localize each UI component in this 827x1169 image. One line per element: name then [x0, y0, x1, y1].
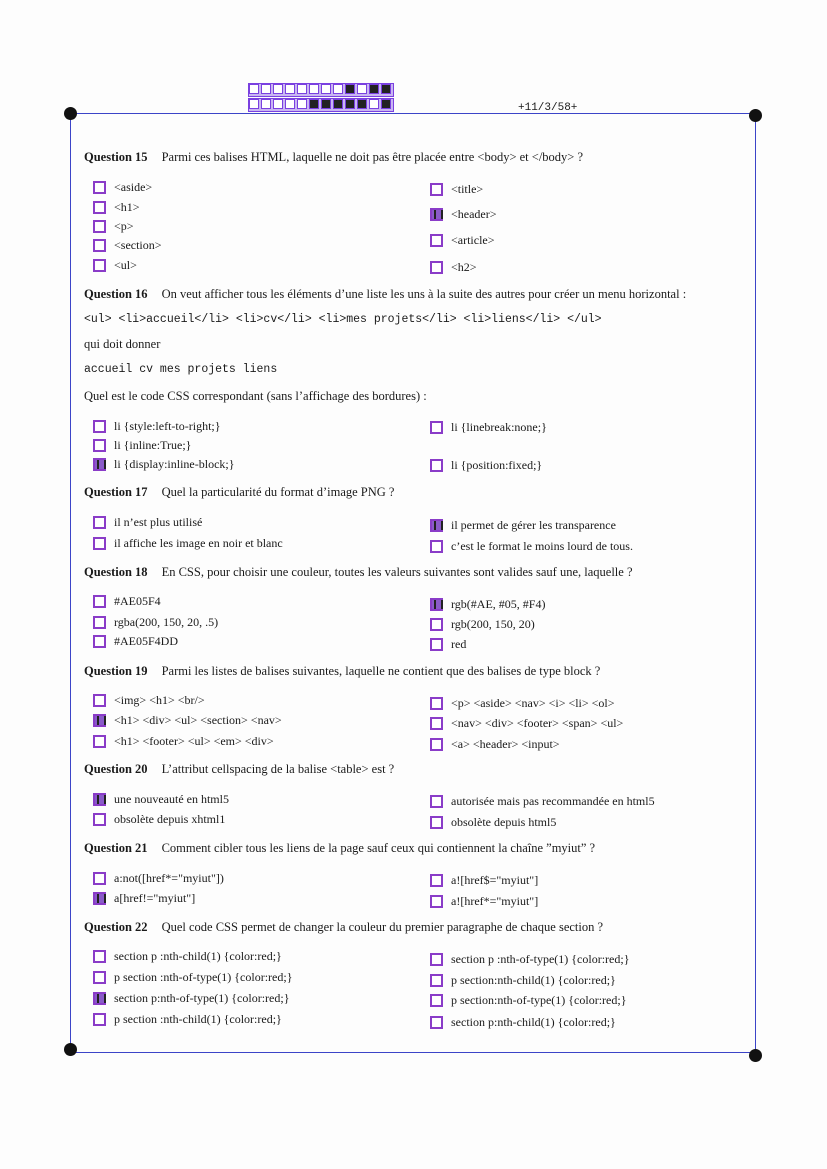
option-label: il n’est plus utilisé	[114, 514, 203, 529]
checkbox[interactable]	[93, 616, 106, 629]
checkbox[interactable]	[93, 458, 106, 471]
checkbox[interactable]	[93, 220, 106, 233]
option-label: rgb(#AE, #05, #F4)	[451, 596, 546, 611]
option-label: section p:nth-of-type(1) {color:red;}	[114, 990, 290, 1005]
question-text: L’attribut cellspacing de la balise <table> est ?	[161, 762, 395, 776]
option-label: section p :nth-child(1) {color:red;}	[114, 948, 282, 963]
code-cell	[321, 99, 331, 109]
option-label: <img> <h1> <br/>	[114, 692, 205, 707]
option-label: obsolète depuis html5	[451, 814, 557, 829]
option-label: li {display:inline-block;}	[114, 456, 235, 471]
checkbox[interactable]	[430, 895, 443, 908]
answer-option[interactable]	[93, 218, 134, 234]
code-cell	[381, 84, 391, 94]
registration-mark-top-right	[749, 109, 762, 122]
question-text: Quel la particularité du format d’image PNG ?	[161, 485, 395, 499]
checkbox[interactable]	[430, 540, 443, 553]
checkbox[interactable]	[430, 421, 443, 434]
checkbox[interactable]	[93, 872, 106, 885]
code-sample: <ul> <li>accueil</li> <li>cv</li> <li>mes projets</li> <li>liens</li> </ul>	[84, 313, 602, 326]
checkbox[interactable]	[93, 694, 106, 707]
code-cell	[297, 84, 307, 94]
checkbox[interactable]	[430, 816, 443, 829]
option-label: li {inline:True;}	[114, 437, 192, 452]
answer-option[interactable]	[93, 257, 137, 273]
option-label: <section>	[114, 237, 162, 252]
question-number: Question 18	[84, 565, 148, 579]
code-cell	[249, 84, 259, 94]
question-text-2: Quel est le code CSS correspondant (sans l’affichage des bordures) :	[84, 389, 427, 403]
checkbox[interactable]	[430, 738, 443, 751]
option-label: a:not([href*="myiut"])	[114, 870, 224, 885]
answer-option[interactable]	[93, 948, 282, 964]
question-number: Question 22	[84, 920, 148, 934]
checkbox[interactable]	[430, 519, 443, 532]
checkbox[interactable]	[93, 201, 106, 214]
answer-option[interactable]	[430, 695, 615, 711]
option-label: red	[451, 636, 467, 651]
question-text: Quel code CSS permet de changer la couleur du premier paragraphe de chaque section ?	[161, 920, 604, 934]
checkbox[interactable]	[430, 638, 443, 651]
answer-option[interactable]	[430, 715, 623, 731]
question-number: Question 21	[84, 841, 148, 855]
option-label: rgb(200, 150, 20)	[451, 616, 535, 631]
checkbox[interactable]	[430, 208, 443, 221]
answer-option[interactable]	[430, 457, 542, 473]
option-label: <nav> <div> <footer> <span> <ul>	[451, 715, 624, 730]
registration-mark-bottom-left	[64, 1043, 77, 1056]
question-18	[84, 565, 633, 580]
option-label: il permet de gérer les transparence	[451, 517, 616, 532]
answer-option[interactable]	[430, 259, 477, 275]
question-15	[84, 150, 583, 165]
option-label: #AE05F4	[114, 593, 161, 608]
option-label: li {position:fixed;}	[451, 457, 543, 472]
question-number: Question 19	[84, 664, 148, 678]
option-label: li {linebreak:none;}	[451, 419, 547, 434]
answer-option[interactable]	[430, 419, 547, 435]
checkbox[interactable]	[430, 618, 443, 631]
code-cell	[261, 84, 271, 94]
answer-option[interactable]	[430, 232, 495, 248]
option-label: <h1> <footer> <ul> <em> <div>	[114, 733, 274, 748]
question-text: Parmi ces balises HTML, laquelle ne doit pas être placée entre <body> et </body> ?	[161, 150, 584, 164]
code-cell	[357, 84, 367, 94]
option-label: <p> <aside> <nav> <i> <li> <ol>	[451, 695, 615, 710]
answer-option[interactable]	[93, 535, 283, 551]
option-label: <title>	[451, 181, 484, 196]
answer-option[interactable]	[93, 418, 221, 434]
answer-option[interactable]	[430, 596, 545, 612]
checkbox[interactable]	[93, 439, 106, 452]
checkbox[interactable]	[93, 537, 106, 550]
student-code-row	[248, 83, 394, 97]
option-label: <ul>	[114, 257, 137, 272]
checkbox[interactable]	[430, 874, 443, 887]
checkbox[interactable]	[93, 714, 106, 727]
question-17	[84, 485, 394, 500]
answer-option[interactable]	[430, 636, 466, 652]
option-label: p section:nth-child(1) {color:red;}	[451, 972, 616, 987]
code-sample: accueil cv mes projets liens	[84, 363, 278, 376]
answer-option[interactable]	[93, 811, 225, 827]
checkbox[interactable]	[430, 717, 443, 730]
checkbox[interactable]	[93, 1013, 106, 1026]
answer-option[interactable]	[430, 181, 483, 197]
option-label: obsolète depuis xhtml1	[114, 811, 226, 826]
option-label: rgba(200, 150, 20, .5)	[114, 614, 219, 629]
option-label: a![href*="myiut"]	[451, 893, 539, 908]
checkbox[interactable]	[93, 793, 106, 806]
answer-option[interactable]	[430, 517, 616, 533]
answer-option[interactable]	[93, 870, 224, 886]
answer-option[interactable]	[93, 712, 282, 728]
question-21	[84, 841, 595, 856]
option-label: <p>	[114, 218, 134, 233]
answer-option[interactable]	[430, 616, 535, 632]
answer-option[interactable]	[93, 437, 191, 453]
checkbox[interactable]	[430, 697, 443, 710]
option-label: p section:nth-of-type(1) {color:red;}	[451, 992, 627, 1007]
checkbox[interactable]	[93, 181, 106, 194]
option-label: a[href!="myiut"]	[114, 890, 196, 905]
checkbox[interactable]	[430, 795, 443, 808]
checkbox[interactable]	[93, 892, 106, 905]
option-label: <h1> <div> <ul> <section> <nav>	[114, 712, 282, 727]
registration-mark-top-left	[64, 107, 77, 120]
answer-option[interactable]	[93, 791, 229, 807]
answer-option[interactable]	[93, 514, 202, 530]
answer-option[interactable]	[93, 633, 178, 649]
checkbox[interactable]	[430, 974, 443, 987]
option-label: section p :nth-of-type(1) {color:red;}	[451, 951, 630, 966]
option-label: autorisée mais pas recommandée en html5	[451, 793, 655, 808]
answer-option[interactable]	[430, 893, 538, 909]
checkbox[interactable]	[430, 598, 443, 611]
answer-option[interactable]	[430, 538, 633, 554]
question-text-mid: qui doit donner	[84, 337, 161, 351]
option-label: section p:nth-child(1) {color:red;}	[451, 1014, 616, 1029]
checkbox[interactable]	[93, 950, 106, 963]
option-label: <h2>	[451, 259, 477, 274]
checkbox[interactable]	[430, 234, 443, 247]
answer-option[interactable]	[93, 614, 218, 630]
answer-option[interactable]	[430, 1014, 616, 1030]
checkbox[interactable]	[93, 420, 106, 433]
question-text: On veut afficher tous les éléments d’une liste les uns à la suite des autres pour créer un menu horizontal :	[161, 287, 687, 301]
question-16	[84, 287, 686, 302]
option-label: li {style:left-to-right;}	[114, 418, 221, 433]
code-cell	[369, 84, 379, 94]
answer-option[interactable]	[93, 692, 205, 708]
code-cell	[345, 99, 355, 109]
checkbox[interactable]	[430, 459, 443, 472]
answer-option[interactable]	[93, 990, 289, 1006]
answer-option[interactable]	[93, 733, 274, 749]
checkbox[interactable]	[93, 635, 106, 648]
question-20	[84, 762, 394, 777]
question-text: En CSS, pour choisir une couleur, toutes les valeurs suivantes sont valides sauf une, laquelle ?	[161, 565, 633, 579]
option-label: a![href$="myiut"]	[451, 872, 539, 887]
option-label: p section :nth-of-type(1) {color:red;}	[114, 969, 293, 984]
code-cell	[309, 84, 319, 94]
code-cell	[321, 84, 331, 94]
checkbox[interactable]	[430, 1016, 443, 1029]
checkbox[interactable]	[93, 516, 106, 529]
answer-option[interactable]	[93, 593, 161, 609]
code-cell	[261, 99, 271, 109]
question-number: Question 16	[84, 287, 148, 301]
answer-option[interactable]	[430, 793, 655, 809]
question-text: Comment cibler tous les liens de la page sauf ceux qui contiennent la chaîne ”myiut” ?	[161, 841, 596, 855]
checkbox[interactable]	[93, 595, 106, 608]
registration-mark-bottom-right	[749, 1049, 762, 1062]
answer-option[interactable]	[430, 206, 497, 222]
option-label: <article>	[451, 232, 495, 247]
answer-option[interactable]	[430, 872, 538, 888]
code-cell	[273, 84, 283, 94]
checkbox[interactable]	[430, 953, 443, 966]
question-text: Parmi les listes de balises suivantes, laquelle ne contient que des balises de type block ?	[161, 664, 601, 678]
answer-option[interactable]	[93, 179, 152, 195]
code-cell	[369, 99, 379, 109]
checkbox[interactable]	[93, 239, 106, 252]
answer-option[interactable]	[93, 1011, 282, 1027]
checkbox[interactable]	[430, 183, 443, 196]
option-label: <a> <header> <input>	[451, 736, 560, 751]
answer-option[interactable]	[430, 972, 616, 988]
checkbox[interactable]	[430, 261, 443, 274]
option-label: <h1>	[114, 199, 140, 214]
option-label: il affiche les image en noir et blanc	[114, 535, 283, 550]
option-label: une nouveauté en html5	[114, 791, 229, 806]
code-cell	[297, 99, 307, 109]
option-label: #AE05F4DD	[114, 633, 179, 648]
option-label: <aside>	[114, 179, 153, 194]
answer-option[interactable]	[93, 456, 235, 472]
option-label: p section :nth-child(1) {color:red;}	[114, 1011, 282, 1026]
checkbox[interactable]	[93, 259, 106, 272]
page-frame	[70, 113, 756, 1053]
code-cell	[333, 99, 343, 109]
page-identifier: +11/3/58+	[518, 102, 578, 114]
code-cell	[357, 99, 367, 109]
answer-option[interactable]	[430, 814, 556, 830]
question-number: Question 17	[84, 485, 148, 499]
code-cell	[345, 84, 355, 94]
answer-option[interactable]	[430, 736, 560, 752]
answer-option[interactable]	[93, 199, 140, 215]
code-cell	[249, 99, 259, 109]
code-cell	[273, 99, 283, 109]
answer-option[interactable]	[93, 237, 162, 253]
question-number: Question 15	[84, 150, 148, 164]
answer-option[interactable]	[93, 969, 292, 985]
code-cell	[381, 99, 391, 109]
checkbox[interactable]	[93, 813, 106, 826]
answer-option[interactable]	[93, 890, 195, 906]
checkbox[interactable]	[93, 735, 106, 748]
code-cell	[285, 84, 295, 94]
checkbox[interactable]	[93, 992, 106, 1005]
code-cell	[285, 99, 295, 109]
question-22	[84, 920, 603, 935]
option-label: c’est le format le moins lourd de tous.	[451, 538, 633, 553]
checkbox[interactable]	[430, 994, 443, 1007]
code-cell	[333, 84, 343, 94]
checkbox[interactable]	[93, 971, 106, 984]
student-code-row	[248, 98, 394, 112]
question-number: Question 20	[84, 762, 148, 776]
answer-option[interactable]	[430, 951, 629, 967]
code-cell	[309, 99, 319, 109]
option-label: <header>	[451, 206, 497, 221]
question-19	[84, 664, 600, 679]
answer-option[interactable]	[430, 992, 626, 1008]
